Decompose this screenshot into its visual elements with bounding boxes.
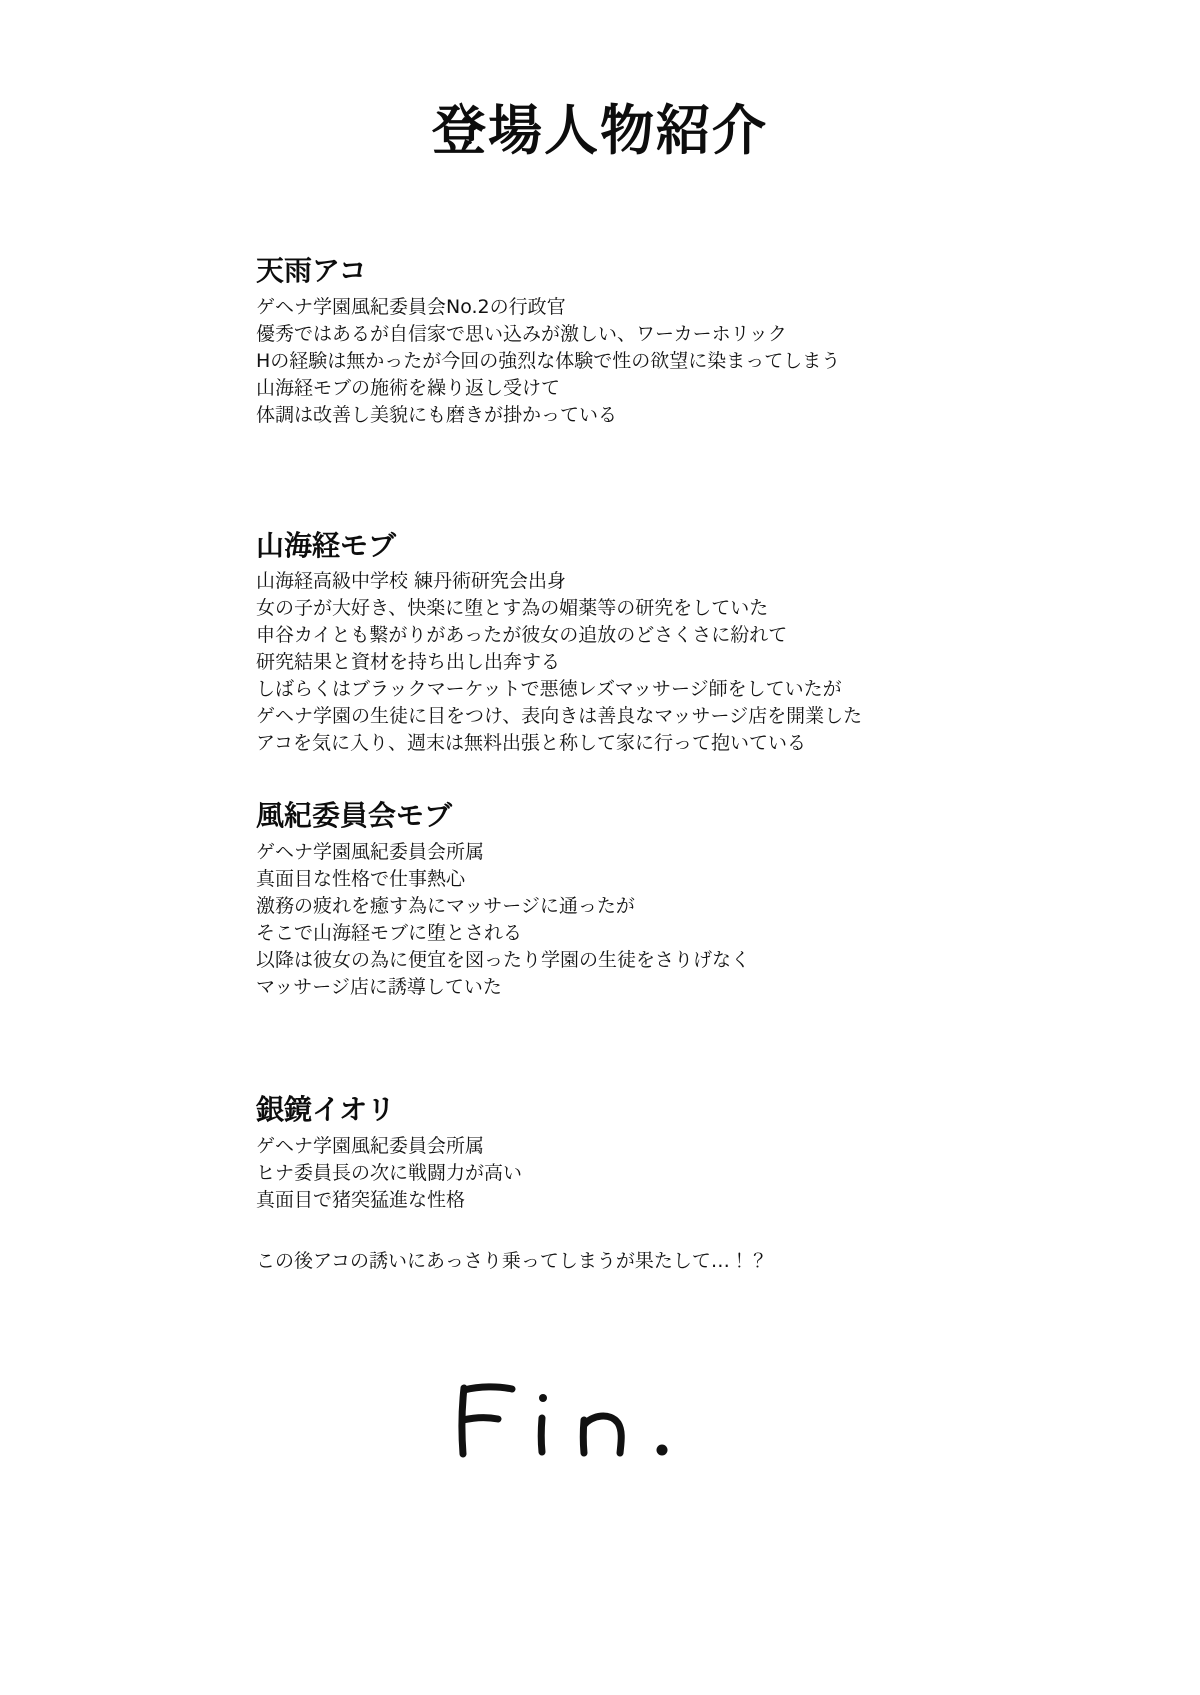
description-line: ゲヘナ学園風紀委員会所属	[256, 1134, 485, 1157]
character-list	[256, 252, 1076, 1275]
description-line: 真面目で猪突猛進な性格	[256, 1188, 466, 1211]
character-name: 天雨アコ	[256, 254, 367, 287]
description-line: Hの経験は無かったが今回の強烈な体験で性の欲望に染まってしまう	[256, 349, 841, 372]
description-line: 激務の疲れを癒す為にマッサージに通ったが	[256, 894, 635, 917]
spacer	[256, 757, 1076, 797]
description-line: 山海経高級中学校 練丹術研究会出身	[256, 570, 567, 593]
description-line: ゲヘナ学園風紀委員会所属	[256, 841, 485, 864]
spacer	[256, 429, 1076, 527]
description-line: 山海経モブの施術を繰り返し受けて	[256, 376, 561, 399]
description-line: ヒナ委員長の次に戦闘力が高い	[256, 1161, 523, 1184]
description-line: アコを気に入り、週末は無料出張と称して家に行って抱いている	[256, 732, 807, 755]
description-line: ゲヘナ学園風紀委員会No.2の行政官	[256, 295, 566, 318]
description-line: 申谷カイとも繋がりがあったが彼女の追放のどさくさに紛れて	[256, 624, 788, 647]
fin-mark	[450, 1380, 750, 1470]
character-description	[256, 294, 1076, 429]
character-entry-fuki-iinkai-mob	[256, 797, 1076, 1001]
character-description	[256, 568, 1076, 757]
spacer	[256, 1001, 1076, 1091]
description-line: 優秀ではあるが自信家で思い込みが激しい、ワーカーホリック	[256, 322, 787, 345]
closing-note: この後アコの誘いにあっさり乗ってしまうが果たして…！？	[256, 1249, 768, 1272]
description-line: 体調は改善し美貌にも磨きが掛かっている	[256, 403, 618, 426]
character-name: 山海経モブ	[256, 528, 397, 562]
description-line: そこで山海経モブに堕とされる	[256, 921, 523, 944]
description-line: 研究結果と資材を持ち出し出奔する	[256, 651, 561, 674]
description-line: しばらくはブラックマーケットで悪徳レズマッサージ師をしていたが	[256, 678, 842, 701]
character-description	[256, 839, 1076, 1001]
character-description	[256, 1133, 1076, 1214]
character-name: 銀鏡イオリ	[256, 1092, 396, 1126]
description-line: ゲヘナ学園の生徒に目をつけ、表向きは善良なマッサージ店を開業した	[256, 705, 863, 728]
page-title: 登場人物紹介	[432, 99, 768, 162]
character-entry-sankaikyo-mob	[256, 527, 1076, 758]
character-name: 風紀委員会モブ	[256, 799, 453, 833]
character-entry-ako	[256, 252, 1076, 429]
character-entry-iori	[256, 1091, 1076, 1275]
description-line: 女の子が大好き、快楽に堕とす為の媚薬等の研究をしていた	[256, 597, 769, 620]
description-line: 以降は彼女の為に便宜を図ったり学園の生徒をさりげなく	[256, 948, 751, 971]
description-line: 真面目な性格で仕事熱心	[256, 867, 466, 890]
description-line: マッサージ店に誘導していた	[256, 975, 502, 998]
